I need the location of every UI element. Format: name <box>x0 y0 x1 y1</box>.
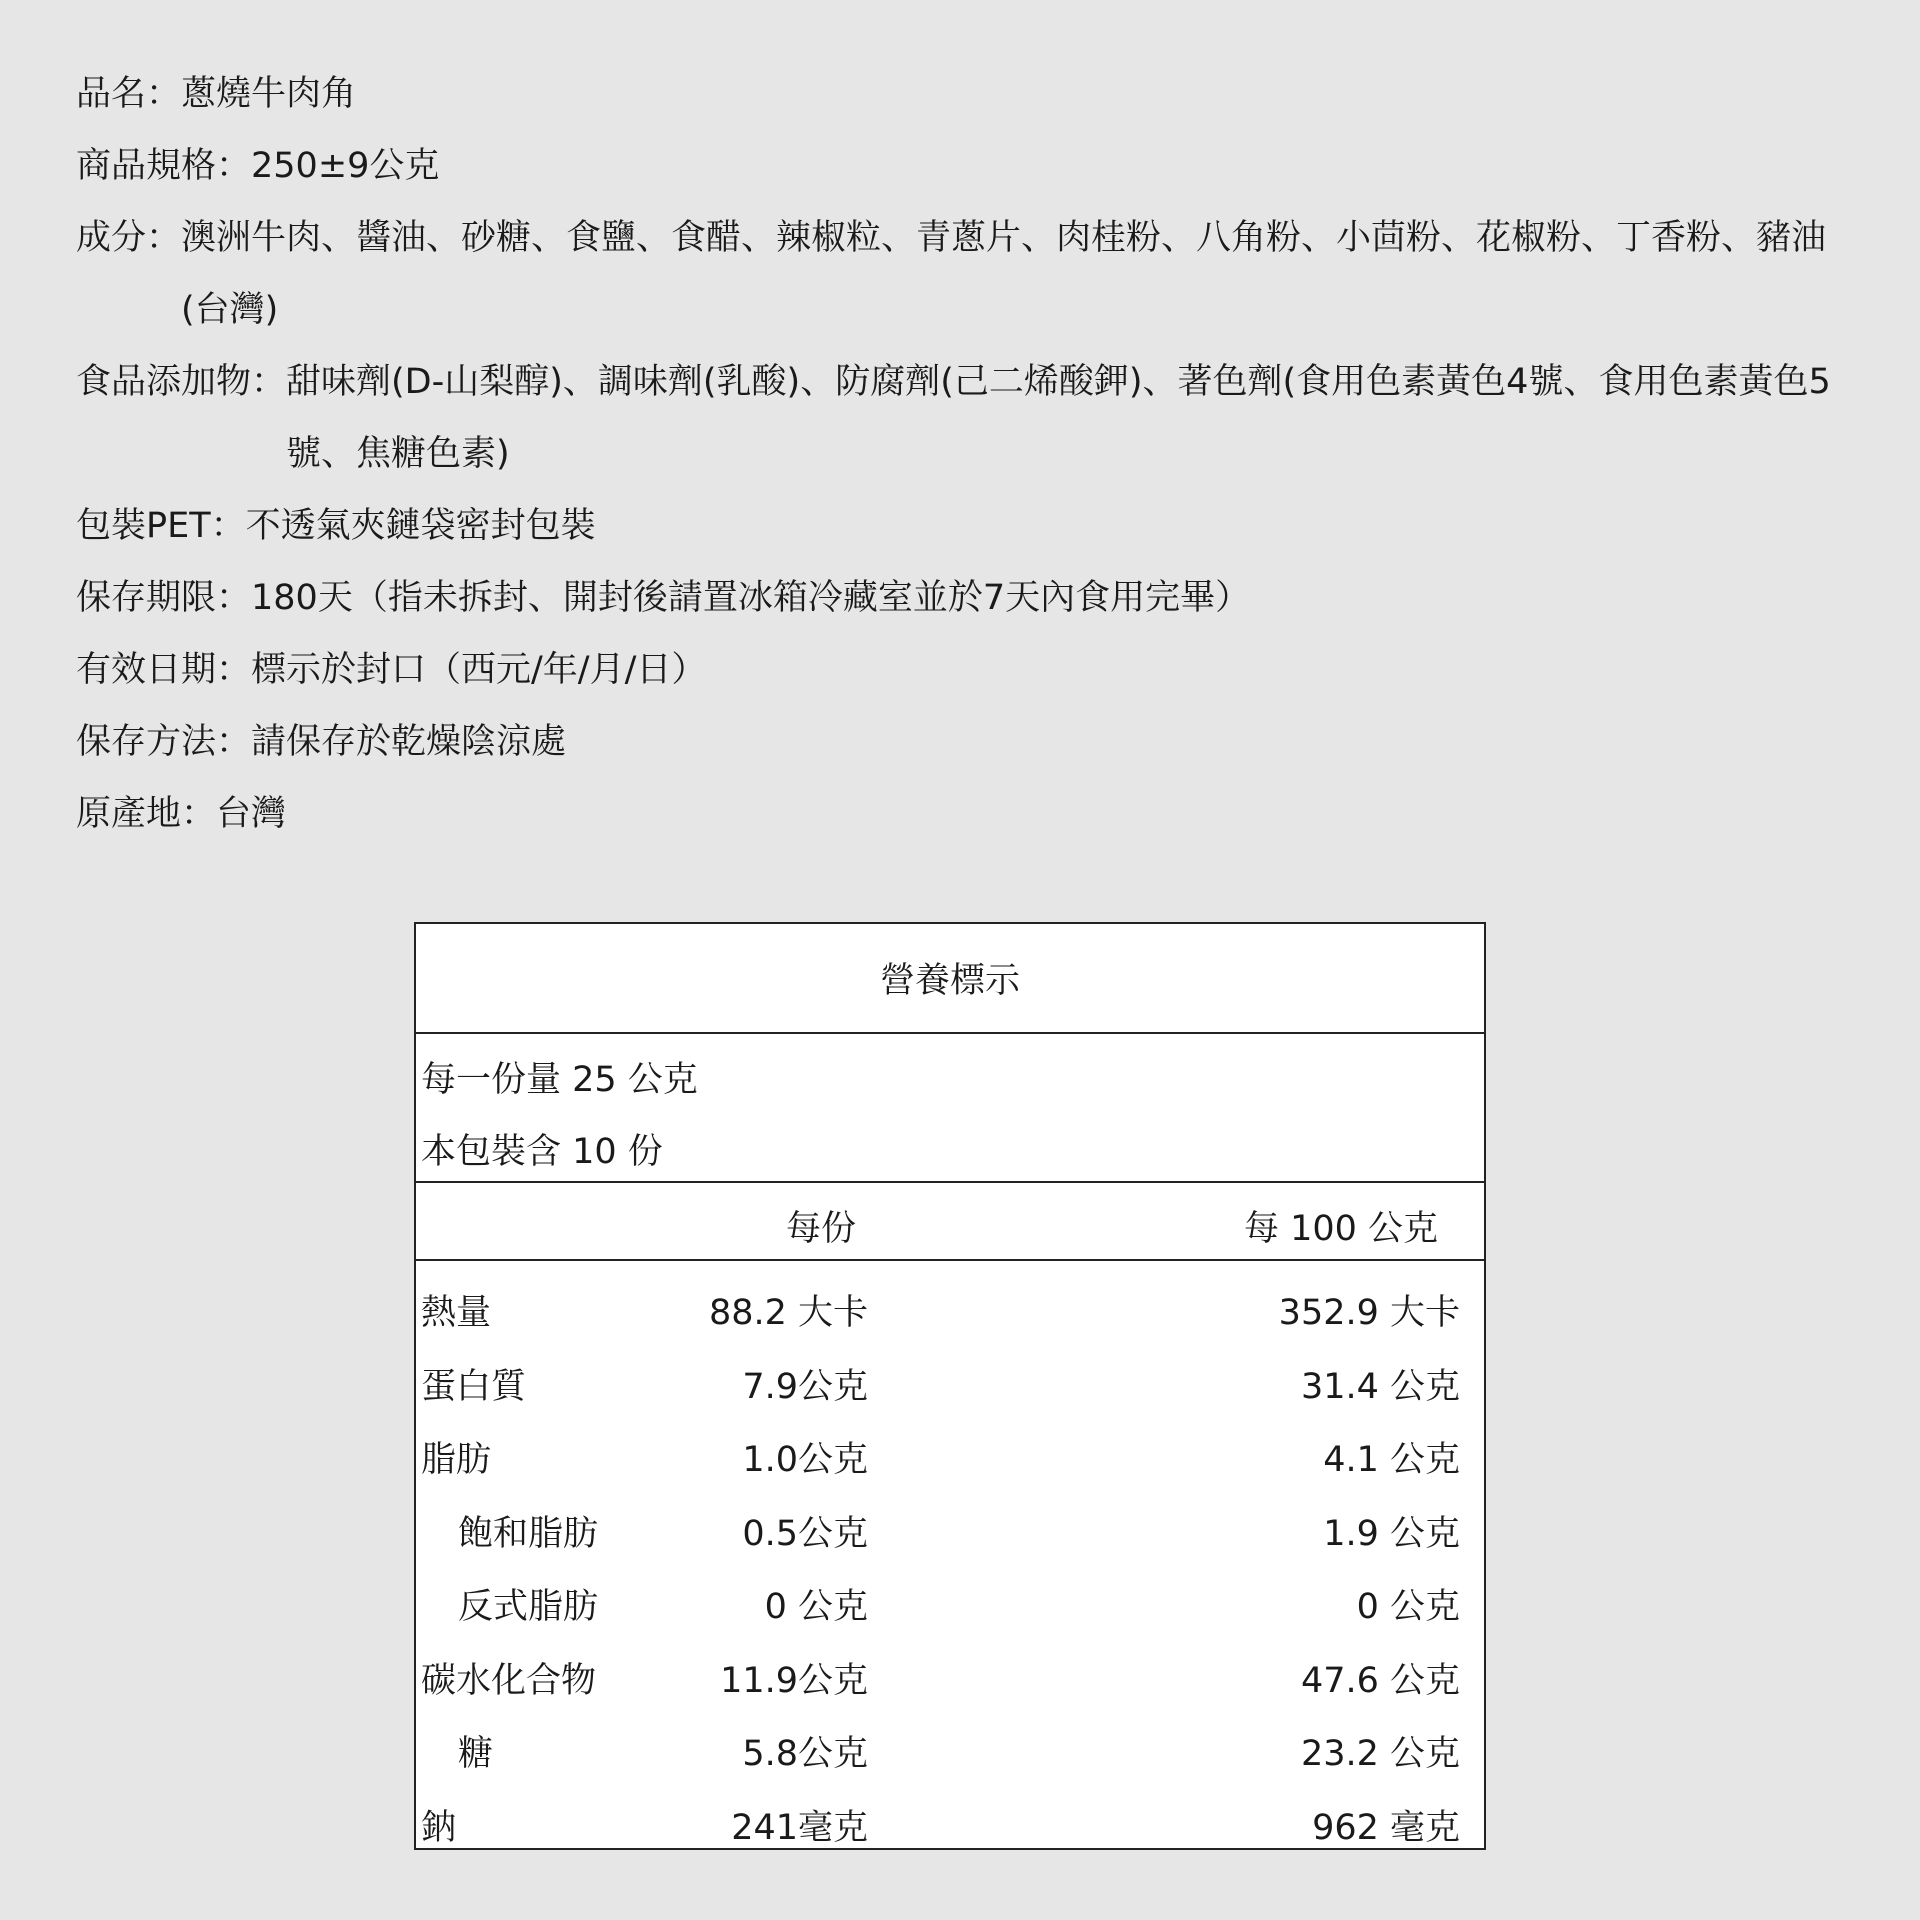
info-row-additives <box>76 346 1866 490</box>
servings-per-pack: 本包裝含 10 份 <box>421 1132 663 1172</box>
nutrition-row-sugar <box>416 1712 1484 1786</box>
nutrition-row-carbohydrate <box>416 1639 1484 1713</box>
info-value: 180天（指未拆封、開封後請置冰箱冷藏室並於7天內食用完畢） <box>251 578 1251 618</box>
nutrient-per-serving: 11.9公克 <box>720 1660 868 1701</box>
info-row-ingredients <box>76 202 1866 346</box>
column-header-per-100g: 每 100 公克 <box>1244 1209 1439 1249</box>
nutrient-per-100g: 31.4 公克 <box>1300 1366 1460 1407</box>
info-value: 250±9公克 <box>251 146 440 186</box>
info-value: 蔥燒牛肉角 <box>181 74 357 114</box>
nutrient-name: 鈉 <box>421 1807 457 1848</box>
nutrition-table <box>414 922 1486 1850</box>
product-info <box>76 58 1866 850</box>
info-row-spec <box>76 130 1866 202</box>
column-header-per-serving: 每份 <box>786 1209 857 1249</box>
info-value: 甜味劑(D-山梨醇)、調味劑(乳酸)、防腐劑(己二烯酸鉀)、著色劑(食用色素黃色4號、食用色素黃色5號、焦糖色素) <box>286 362 1831 474</box>
nutrient-name: 碳水化合物 <box>421 1660 597 1701</box>
nutrient-name: 脂肪 <box>421 1440 492 1480</box>
nutrition-row-saturated-fat <box>416 1492 1484 1566</box>
info-row-product-name <box>76 58 1866 130</box>
info-row-shelf-life <box>76 562 1866 634</box>
info-row-origin <box>76 778 1866 850</box>
info-label: 食品添加物： <box>76 362 287 402</box>
info-value: 不透氣夾鏈袋密封包裝 <box>245 506 596 546</box>
nutrition-row-protein <box>416 1345 1484 1419</box>
info-row-packaging <box>76 490 1866 562</box>
info-label: 有效日期： <box>76 650 252 690</box>
info-label: 商品規格： <box>76 146 252 186</box>
info-label: 品名： <box>76 74 182 114</box>
nutrition-row-sodium <box>416 1786 1484 1860</box>
nutrition-rows <box>416 1261 1484 1859</box>
nutrient-name: 熱量 <box>421 1293 492 1333</box>
nutrient-per-100g: 0 公克 <box>1356 1587 1460 1627</box>
nutrition-title <box>416 924 1484 1034</box>
nutrient-per-100g: 23.2 公克 <box>1300 1734 1460 1774</box>
nutrient-per-100g: 1.9 公克 <box>1323 1513 1460 1554</box>
info-label: 包裝PET： <box>76 506 246 546</box>
nutrient-per-100g: 352.9 大卡 <box>1278 1293 1460 1333</box>
nutrient-name: 反式脂肪 <box>458 1587 599 1627</box>
nutrition-column-headers <box>416 1183 1484 1261</box>
nutrient-name: 飽和脂肪 <box>458 1513 599 1554</box>
info-label: 成分： <box>76 218 182 258</box>
nutrient-per-serving: 7.9公克 <box>742 1366 868 1407</box>
info-label: 保存期限： <box>76 578 252 618</box>
info-value: 標示於封口（西元/年/月/日） <box>251 650 707 690</box>
nutrient-per-100g: 962 毫克 <box>1312 1807 1460 1848</box>
nutrient-name: 糖 <box>458 1734 494 1774</box>
info-row-storage <box>76 706 1866 778</box>
info-value: 澳洲牛肉、醬油、砂糖、食鹽、食醋、辣椒粒、青蔥片、肉桂粉、八角粉、小茴粉、花椒粉、丁香粉、豬油(台灣) <box>181 218 1827 330</box>
nutrient-per-100g: 4.1 公克 <box>1323 1440 1460 1480</box>
info-value: 台灣 <box>216 794 287 834</box>
nutrient-per-serving: 1.0公克 <box>742 1440 868 1480</box>
nutrition-title-text: 營養標示 <box>879 961 1020 1001</box>
nutrient-per-serving: 0 公克 <box>764 1587 868 1627</box>
serving-size: 每一份量 25 公克 <box>421 1060 698 1100</box>
info-row-expiry <box>76 634 1866 706</box>
nutrient-per-100g: 47.6 公克 <box>1300 1660 1460 1701</box>
nutrient-per-serving: 88.2 大卡 <box>708 1293 868 1333</box>
nutrient-per-serving: 5.8公克 <box>742 1734 868 1774</box>
nutrition-row-fat <box>416 1418 1484 1492</box>
nutrient-per-serving: 241毫克 <box>731 1807 868 1848</box>
nutrient-name: 蛋白質 <box>421 1366 527 1407</box>
nutrient-per-serving: 0.5公克 <box>742 1513 868 1554</box>
info-label: 原產地： <box>76 794 217 834</box>
info-value: 請保存於乾燥陰涼處 <box>251 722 567 762</box>
nutrition-row-trans-fat <box>416 1565 1484 1639</box>
info-label: 保存方法： <box>76 722 252 762</box>
serving-info <box>416 1034 1484 1183</box>
nutrition-row-calories <box>416 1271 1484 1345</box>
